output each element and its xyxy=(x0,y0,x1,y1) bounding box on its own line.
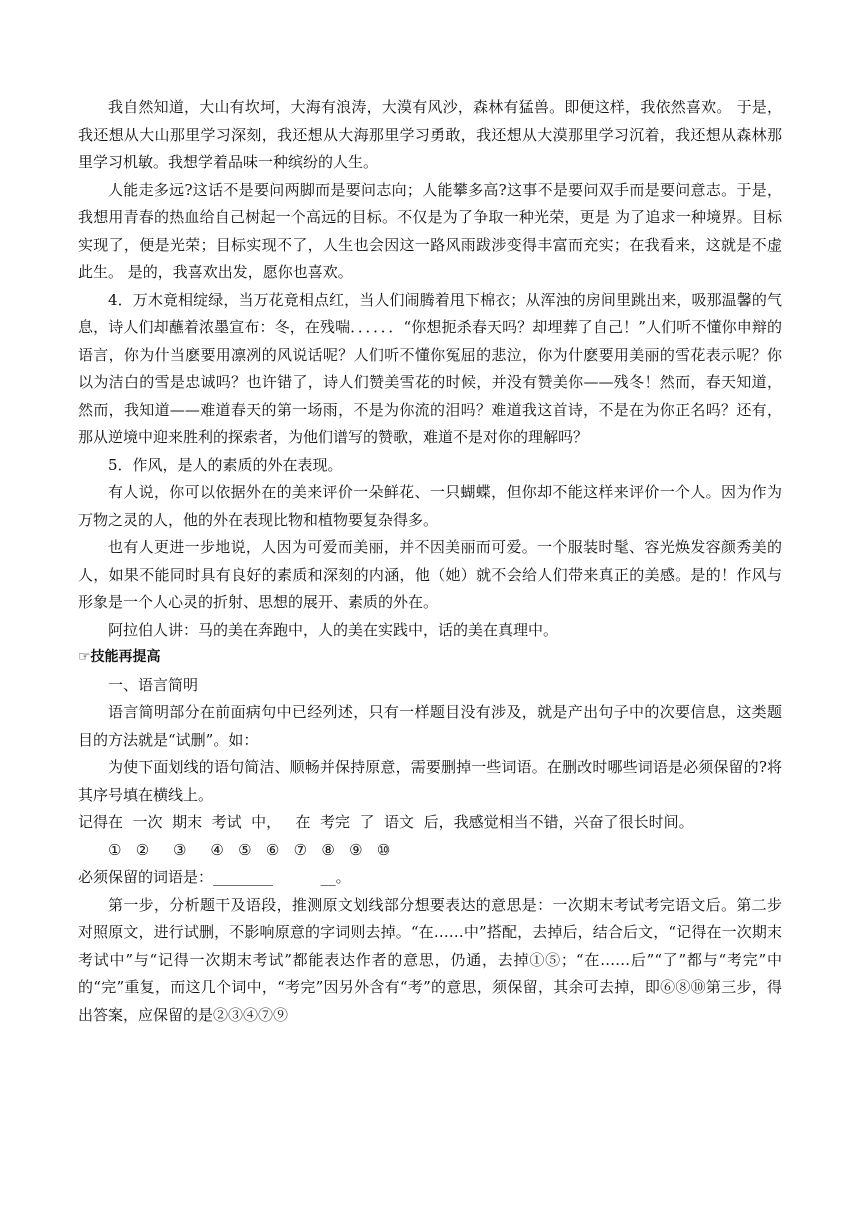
example-sentence: 记得在 一次 期末 考试 中， 在 考完 了 语文 后，我感觉相当不错，兴奋了很长时间。 xyxy=(78,813,694,831)
document-page xyxy=(78,94,782,1029)
paragraph-beauty-inner: 也有人更进一步地说，人因为可爱而美丽，并不因美丽而可爱。一个服装时髦、容光焕发容颜秀美的人，如果不能同时具有良好的素质和深刻的内涵，他（她）就不会给人们带来真正的美感。是的！作风与形象是一个人心灵的折射、思想的展开、素质的外在。 xyxy=(78,538,782,611)
intro-paragraph: 语言简明部分在前面病句中已经列述，只有一样题目没有涉及，就是产出句子中的次要信息，这类题目的方法就是“试删”。如： xyxy=(78,703,782,749)
paragraph-ambition: 人能走多远?这话不是要问两脚而是要问志向；人能攀多高?这事不是要问双手而是要问意志。于是，我想用青春的热血给自己树起一个高远的目标。不仅是为了争取一种光荣，更是 为了追求一种境界。目标实现了，便是光荣；目标实现不了，人生也会因这一路风雨跋涉变得丰富而充实；在我看来，这就是不虚此生。 是的，我喜欢出发，愿你也喜欢。 xyxy=(78,180,782,281)
paragraph-nature: 我自然知道，大山有坎坷，大海有浪涛，大漠有风沙，森林有猛兽。即便这样，我依然喜欢。 于是，我还想从大山那里学习深刻，我还想从大海那里学习勇敢，我还想从大漠那里学习沉着，我还想从森林那里学习机敏。我想学着品味一种缤纷的人生。 xyxy=(78,98,782,171)
paragraph-winter-poem: 4．万木竟相绽绿，当万花竟相点红，当人们闹腾着甩下棉衣；从浑浊的房间里跳出来，吸那温馨的气息，诗人们却蘸着浓墨宣布：冬，在残喘．．．．．．“你想扼杀春天吗？却埋葬了自己！”人们听不懂你申辩的语言，你为什当麽要用凛冽的风说话呢？人们听不懂你冤屈的悲泣，你为什麽要用美丽的雪花表示呢？你以为洁白的雪是忠诚吗？也许错了，诗人们赞美雪花的时候，并没有赞美你——残冬！然而，春天知道，然而，我知道——难道春天的第一场雨，不是为你流的泪吗？难道我这首诗，不是在为你正名吗？还有，那从逆境中迎来胜利的探索者，为他们谱写的赞歌，难道不是对你的理解吗？ xyxy=(78,290,782,446)
question-paragraph: 为使下面划线的语句简洁、顺畅并保持原意，需要删掉一些词语。在删改时哪些词语是必须保留的?将其序号填在横线上。 xyxy=(78,758,782,804)
paragraph-style-title: 5．作风，是人的素质的外在表现。 xyxy=(108,455,343,474)
answer-line: 必须保留的词语是：________ __。 xyxy=(78,868,351,886)
word-numbers: ① ② ③ ④ ⑤ ⑥ ⑦ ⑧ ⑨ ⑩ xyxy=(108,840,391,859)
explanation-paragraph: 第一步，分析题干及语段，推测原文划线部分想要表达的意思是：一次期末考试考完语文后。第二步对照原文，进行试删，不影响原意的字词则去掉。“在……中”搭配，去掉后，结合后文，“记得在一次期末考试中”与“记得一次期末考试”都能表达作者的意思，仍通，去掉①⑤；“在……后”“了”都与“考完”中的“完”重复，而这几个词中，“考完”因另外含有“考”的意思，须保留，其余可去掉，即⑥⑧⑩第三步，得出答案，应保留的是②③④⑦⑨ xyxy=(78,895,782,1024)
subheading: 一、语言简明 xyxy=(108,675,199,694)
paragraph-beauty-outer: 有人说，你可以依据外在的美来评价一朵鲜花、一只蝴蝶，但你却不能这样来评价一个人。因为作为万物之灵的人，他的外在表现比物和植物要复杂得多。 xyxy=(78,483,782,529)
section-heading: ☞技能再提高 xyxy=(78,649,161,665)
paragraph-arab-saying: 阿拉伯人讲：马的美在奔跑中，人的美在实践中，话的美在真理中。 xyxy=(108,620,559,639)
